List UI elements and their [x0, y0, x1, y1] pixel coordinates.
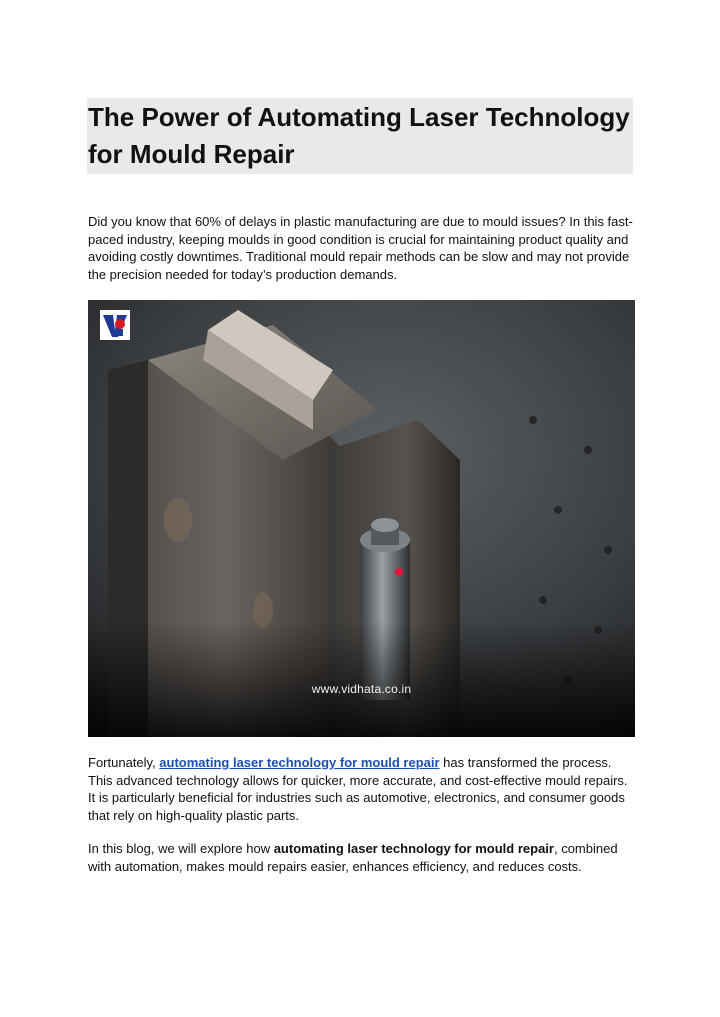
- inline-link-laser-mould-repair[interactable]: automating laser technology for mould repair: [159, 755, 440, 770]
- page-title: The Power of Automating Laser Technology for Mould Repair: [88, 102, 630, 169]
- p2-text-before: Fortunately,: [88, 755, 160, 770]
- p3-text-before: In this blog, we will explore how: [88, 841, 274, 856]
- hero-image: [88, 300, 635, 737]
- brand-logo: [100, 310, 130, 340]
- body-paragraph-2: [88, 754, 636, 824]
- title-block: [87, 98, 633, 174]
- body-paragraph-3: [88, 840, 636, 875]
- p3-bold-phrase: automating laser technology for mould repair: [273, 841, 554, 856]
- image-watermark-url: www.vidhata.co.in: [311, 682, 412, 696]
- mould-photo-illustration: [88, 300, 635, 737]
- intro-paragraph: Did you know that 60% of delays in plastic manufacturing are due to mould issues? In this fast-paced industry, keeping moulds in good condition is crucial for maintaining product quality and avoiding costly downtimes. Traditional mould repair methods can be slow and may not provide the precision needed for today’s production demands.: [88, 214, 633, 282]
- p2-text-after: has transformed the process. This advanced technology allows for quicker, more accurate, and cost-effective mould repairs. It is particularly beneficial for industries such as automotive, electronics, and consumer goods that rely on high-quality plastic parts.: [88, 755, 628, 823]
- p3-text-after: , combined with automation, makes mould repairs easier, enhances efficiency, and reduces costs.: [88, 841, 618, 874]
